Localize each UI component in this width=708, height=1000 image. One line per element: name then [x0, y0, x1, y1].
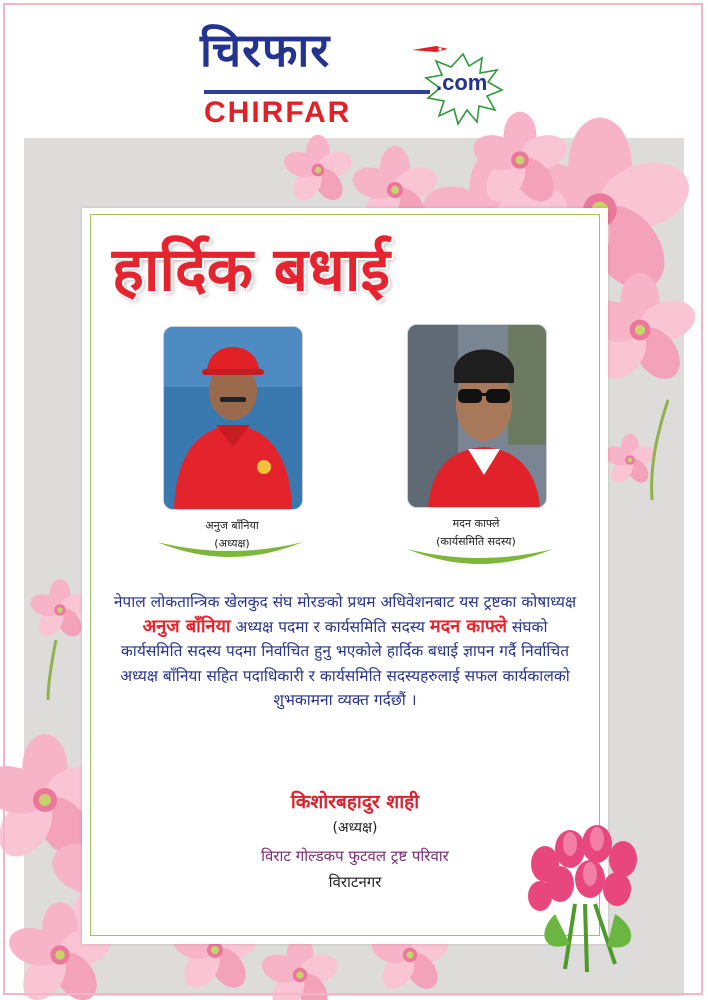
signatory-role: (अध्यक्ष): [332, 820, 378, 836]
message-part-1: नेपाल लोकतान्त्रिक खेलकुद संघ मोरङको प्रथम अधिवेशनबाट यस ट्रष्टका कोषाध्यक्ष: [113, 593, 577, 611]
tulip-bouquet-icon: [515, 804, 655, 974]
message-part-2: अध्यक्ष पदमा र कार्यसमिति सदस्य: [235, 617, 425, 636]
logo-latin-text: CHIRFAR: [204, 96, 352, 129]
message-part-3: संघको कार्यसमिति सदस्य पदमा निर्वाचित हुनु भएकोले हार्दिक बधाई ज्ञापन गर्दै निर्वाचित अध्यक्ष बाँनिया सहित पदाधिकारी र कार्यसमिति सदस्यहरुलाई सफल कार्यकालको शुभकामना व्यक्त गर्दछौं ।: [120, 617, 570, 709]
person-red-cap-photo: [163, 326, 303, 510]
person2-role: (कार्यसमिति सदस्य): [436, 535, 516, 548]
logo-devanagari-text: चिरफार: [200, 23, 331, 77]
caption-swoosh: [405, 545, 555, 567]
signatory-name: किशोरबहादुर शाही: [290, 791, 420, 813]
congratulation-message: [110, 590, 580, 713]
person2-name: मदन काफ्ले: [452, 517, 500, 530]
greeting-title: हार्दिक बधाई: [112, 235, 390, 305]
message-highlight-1: अनुज बाँनिया: [142, 615, 231, 637]
person1-name: अनुज बाँनिया: [205, 519, 259, 532]
signatory-city: विराटनगर: [328, 873, 382, 891]
caption-swoosh: [155, 538, 305, 560]
logo-domain-text: .com: [436, 70, 488, 95]
signatory-organization: विराट गोल्डकप फुटवल ट्रष्ट परिवार: [261, 847, 449, 865]
message-highlight-2: मदन काफ्ले: [429, 615, 507, 637]
person1-role: (अध्यक्ष): [214, 537, 250, 550]
person-sunglasses-photo: [407, 324, 547, 508]
